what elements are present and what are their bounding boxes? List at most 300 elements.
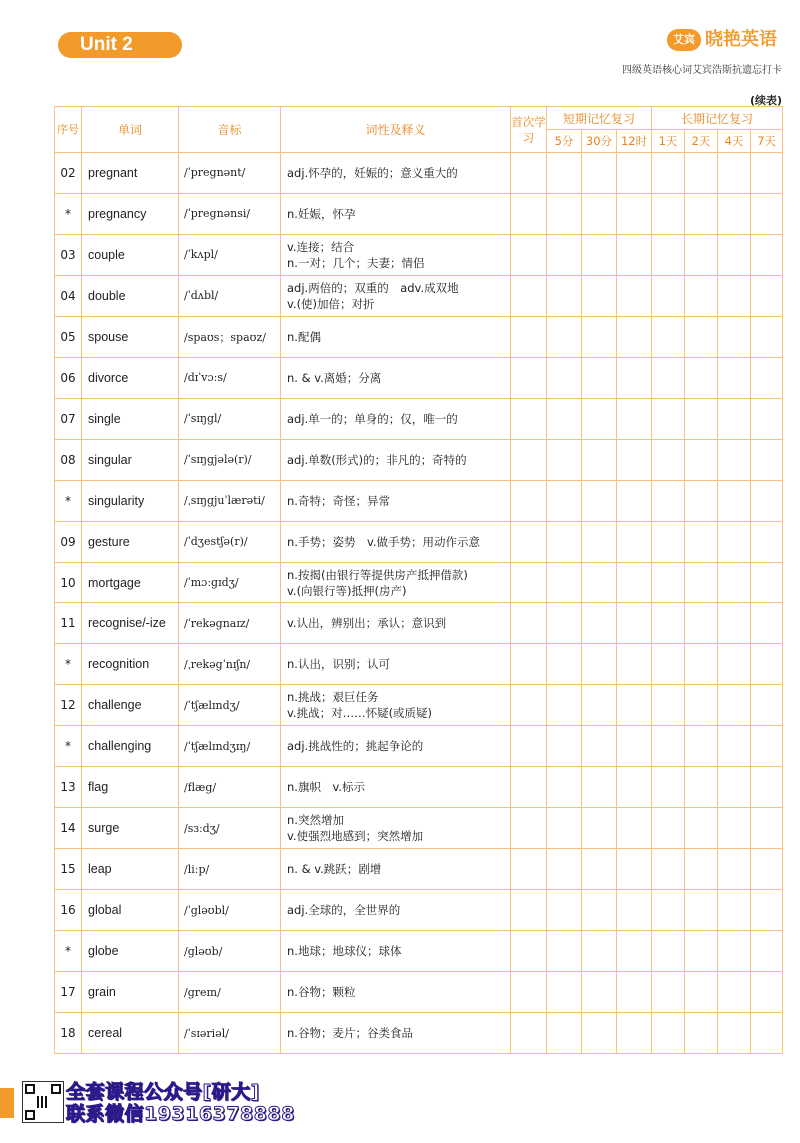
review-checkbox[interactable] — [652, 603, 685, 644]
phonetic-cell: /ˌrekəgˈnɪʃn/ — [179, 644, 281, 685]
definition-cell — [281, 726, 511, 767]
review-checkbox[interactable] — [547, 644, 582, 685]
phonetic-cell: /ˈtʃælɪndʒɪŋ/ — [179, 726, 281, 767]
review-checkbox[interactable] — [511, 767, 547, 808]
definition-cell — [281, 275, 511, 316]
phonetic-cell: /ˈmɔːgɪdʒ/ — [179, 562, 281, 603]
definition-line: v.认出，辨别出；承认；意识到 — [287, 616, 447, 631]
review-checkbox[interactable] — [718, 685, 751, 726]
row-number: 09 — [55, 521, 82, 562]
definition-line: n.手势；姿势 v.做手势；用动作示意 — [287, 534, 481, 549]
definition-line: n.按揭(由银行等提供房产抵押借款) — [287, 567, 468, 582]
phonetic-cell: /gləʊb/ — [179, 931, 281, 972]
word-cell: cereal — [82, 1013, 179, 1054]
review-checkbox[interactable] — [685, 275, 718, 316]
phonetic-cell: /ˈkʌpl/ — [179, 234, 281, 275]
review-checkbox[interactable] — [511, 234, 547, 275]
review-checkbox[interactable] — [652, 562, 685, 603]
review-checkbox[interactable] — [652, 439, 685, 480]
word-cell: flag — [82, 767, 179, 808]
promo-text — [66, 1081, 295, 1125]
review-checkbox[interactable] — [718, 1013, 751, 1054]
review-checkbox[interactable] — [582, 480, 617, 521]
review-checkbox[interactable] — [718, 234, 751, 275]
review-checkbox[interactable] — [547, 767, 582, 808]
review-checkbox[interactable] — [582, 972, 617, 1013]
review-checkbox[interactable] — [652, 890, 685, 931]
review-checkbox[interactable] — [582, 439, 617, 480]
review-checkbox[interactable] — [617, 849, 652, 890]
review-checkbox[interactable] — [617, 439, 652, 480]
review-checkbox[interactable] — [718, 890, 751, 931]
review-checkbox[interactable] — [511, 603, 547, 644]
table-row — [55, 603, 783, 644]
phonetic-cell: /sɜːdʒ/ — [179, 808, 281, 849]
review-checkbox[interactable] — [511, 726, 547, 767]
header-short-2: 12时 — [617, 130, 652, 153]
phonetic-cell: /ˌsɪŋgjuˈlærəti/ — [179, 480, 281, 521]
row-number: 11 — [55, 603, 82, 644]
review-checkbox[interactable] — [511, 357, 547, 398]
review-checkbox[interactable] — [547, 153, 582, 194]
review-checkbox[interactable] — [685, 562, 718, 603]
review-checkbox[interactable] — [547, 316, 582, 357]
definition-cell — [281, 890, 511, 931]
review-checkbox[interactable] — [751, 890, 783, 931]
phonetic-cell: /liːp/ — [179, 849, 281, 890]
word-cell: global — [82, 890, 179, 931]
review-checkbox[interactable] — [718, 767, 751, 808]
table-row — [55, 562, 783, 603]
review-checkbox[interactable] — [751, 972, 783, 1013]
word-cell: couple — [82, 234, 179, 275]
review-checkbox[interactable] — [582, 521, 617, 562]
definition-cell — [281, 234, 511, 275]
review-checkbox[interactable] — [511, 644, 547, 685]
header-phonetic: 音标 — [179, 107, 281, 153]
table-row — [55, 931, 783, 972]
row-number: 10 — [55, 562, 82, 603]
review-checkbox[interactable] — [547, 1013, 582, 1054]
review-checkbox[interactable] — [751, 480, 783, 521]
review-checkbox[interactable] — [617, 521, 652, 562]
row-number: * — [55, 480, 82, 521]
definition-line: n.谷物；麦片；谷类食品 — [287, 1026, 413, 1040]
review-checkbox[interactable] — [582, 275, 617, 316]
review-checkbox[interactable] — [751, 767, 783, 808]
review-checkbox[interactable] — [685, 398, 718, 439]
review-checkbox[interactable] — [751, 193, 783, 234]
review-checkbox[interactable] — [652, 357, 685, 398]
review-checkbox[interactable] — [718, 193, 751, 234]
review-checkbox[interactable] — [617, 644, 652, 685]
review-checkbox[interactable] — [547, 275, 582, 316]
review-checkbox[interactable] — [547, 603, 582, 644]
review-checkbox[interactable] — [751, 398, 783, 439]
table-row — [55, 849, 783, 890]
phonetic-cell: /ˈsɪŋgl/ — [179, 398, 281, 439]
continued-label: (续表) — [749, 94, 782, 107]
review-checkbox[interactable] — [617, 931, 652, 972]
review-checkbox[interactable] — [582, 849, 617, 890]
review-checkbox[interactable] — [685, 726, 718, 767]
table-row — [55, 316, 783, 357]
definition-cell — [281, 316, 511, 357]
definition-cell — [281, 439, 511, 480]
definition-line: n.挑战；艰巨任务 — [287, 690, 379, 705]
table-row — [55, 439, 783, 480]
review-checkbox[interactable] — [751, 234, 783, 275]
review-checkbox[interactable] — [751, 644, 783, 685]
review-checkbox[interactable] — [511, 849, 547, 890]
word-cell: singular — [82, 439, 179, 480]
review-checkbox[interactable] — [547, 562, 582, 603]
review-checkbox[interactable] — [582, 931, 617, 972]
definition-line: n.一对；几个；夫妻；情侣 — [287, 255, 425, 270]
review-checkbox[interactable] — [751, 1013, 783, 1054]
header-long-2: 4天 — [718, 130, 751, 153]
review-checkbox[interactable] — [511, 398, 547, 439]
page-edge-tab — [0, 1088, 14, 1118]
review-checkbox[interactable] — [652, 1013, 685, 1054]
review-checkbox[interactable] — [685, 193, 718, 234]
review-checkbox[interactable] — [511, 193, 547, 234]
review-checkbox[interactable] — [582, 890, 617, 931]
table-row — [55, 480, 783, 521]
review-checkbox[interactable] — [685, 521, 718, 562]
review-checkbox[interactable] — [751, 685, 783, 726]
review-checkbox[interactable] — [718, 153, 751, 194]
review-checkbox[interactable] — [617, 398, 652, 439]
review-checkbox[interactable] — [511, 562, 547, 603]
table-row — [55, 1013, 783, 1054]
review-checkbox[interactable] — [511, 480, 547, 521]
definition-line: v.使强烈地感到；突然增加 — [287, 829, 424, 844]
word-cell: recognise/-ize — [82, 603, 179, 644]
word-cell: gesture — [82, 521, 179, 562]
definition-line: adj.单一的；单身的；仅，唯一的 — [287, 411, 458, 426]
phonetic-cell: /ˈdʌbl/ — [179, 275, 281, 316]
review-checkbox[interactable] — [685, 644, 718, 685]
review-checkbox[interactable] — [582, 357, 617, 398]
row-number: 02 — [55, 153, 82, 194]
review-checkbox[interactable] — [582, 193, 617, 234]
review-checkbox[interactable] — [751, 603, 783, 644]
review-checkbox[interactable] — [547, 808, 582, 849]
review-checkbox[interactable] — [547, 439, 582, 480]
phonetic-cell: /flæg/ — [179, 767, 281, 808]
review-checkbox[interactable] — [751, 316, 783, 357]
review-checkbox[interactable] — [617, 603, 652, 644]
review-checkbox[interactable] — [617, 767, 652, 808]
definition-line: adj.全球的，全世界的 — [287, 903, 401, 918]
review-checkbox[interactable] — [582, 685, 617, 726]
review-checkbox[interactable] — [547, 193, 582, 234]
word-cell: challenging — [82, 726, 179, 767]
review-checkbox[interactable] — [685, 685, 718, 726]
review-checkbox[interactable] — [751, 521, 783, 562]
review-checkbox[interactable] — [511, 275, 547, 316]
row-number: * — [55, 726, 82, 767]
table-row — [55, 153, 783, 194]
review-checkbox[interactable] — [547, 521, 582, 562]
review-checkbox[interactable] — [652, 726, 685, 767]
review-checkbox[interactable] — [751, 849, 783, 890]
word-cell: mortgage — [82, 562, 179, 603]
book-subtitle: 四级英语核心词艾宾浩斯抗遗忘打卡 — [622, 65, 782, 76]
review-checkbox[interactable] — [685, 357, 718, 398]
row-number: 05 — [55, 316, 82, 357]
review-checkbox[interactable] — [652, 849, 685, 890]
review-checkbox[interactable] — [617, 193, 652, 234]
table-row — [55, 193, 783, 234]
phonetic-cell: /ˈgləʊbl/ — [179, 890, 281, 931]
review-checkbox[interactable] — [582, 316, 617, 357]
definition-cell — [281, 931, 511, 972]
review-checkbox[interactable] — [718, 931, 751, 972]
review-checkbox[interactable] — [582, 767, 617, 808]
review-checkbox[interactable] — [511, 931, 547, 972]
row-number: * — [55, 193, 82, 234]
review-checkbox[interactable] — [617, 357, 652, 398]
definition-line: v.连接；结合 — [287, 239, 355, 254]
definition-line: n.旗帜 v.标示 — [287, 780, 366, 795]
logo-text: 晓艳英语 — [705, 29, 777, 50]
header-long-1: 2天 — [685, 130, 718, 153]
phonetic-cell: /ˈpregnənsi/ — [179, 193, 281, 234]
review-checkbox[interactable] — [718, 521, 751, 562]
header-word: 单词 — [82, 107, 179, 153]
definition-line: n.妊娠，怀孕 — [287, 206, 356, 221]
review-checkbox[interactable] — [718, 357, 751, 398]
review-checkbox[interactable] — [652, 521, 685, 562]
review-checkbox[interactable] — [751, 726, 783, 767]
promo-line-2: 联系微信19316378888 — [66, 1103, 295, 1125]
review-checkbox[interactable] — [582, 808, 617, 849]
review-checkbox[interactable] — [617, 972, 652, 1013]
review-checkbox[interactable] — [652, 767, 685, 808]
promo-line-1: 全套课程公众号[研大] — [66, 1081, 260, 1103]
review-checkbox[interactable] — [547, 849, 582, 890]
review-checkbox[interactable] — [617, 275, 652, 316]
review-checkbox[interactable] — [751, 357, 783, 398]
review-checkbox[interactable] — [751, 153, 783, 194]
definition-cell — [281, 644, 511, 685]
review-checkbox[interactable] — [617, 726, 652, 767]
review-checkbox[interactable] — [685, 439, 718, 480]
review-checkbox[interactable] — [685, 603, 718, 644]
review-checkbox[interactable] — [511, 685, 547, 726]
definition-line: n.认出，识别；认可 — [287, 657, 390, 672]
review-checkbox[interactable] — [685, 480, 718, 521]
review-checkbox[interactable] — [751, 931, 783, 972]
review-checkbox[interactable] — [547, 685, 582, 726]
review-checkbox[interactable] — [511, 972, 547, 1013]
review-checkbox[interactable] — [718, 972, 751, 1013]
word-cell: spouse — [82, 316, 179, 357]
review-checkbox[interactable] — [718, 562, 751, 603]
table-row — [55, 808, 783, 849]
review-checkbox[interactable] — [547, 726, 582, 767]
review-checkbox[interactable] — [685, 767, 718, 808]
phonetic-cell: /ˈpregnənt/ — [179, 153, 281, 194]
review-checkbox[interactable] — [617, 890, 652, 931]
review-checkbox[interactable] — [511, 808, 547, 849]
table-row — [55, 890, 783, 931]
definition-line: adj.两倍的；双重的 adv.成双地 — [287, 280, 459, 295]
review-checkbox[interactable] — [547, 357, 582, 398]
review-checkbox[interactable] — [652, 808, 685, 849]
table-row — [55, 357, 783, 398]
review-checkbox[interactable] — [511, 1013, 547, 1054]
definition-cell — [281, 808, 511, 849]
review-checkbox[interactable] — [547, 480, 582, 521]
review-checkbox[interactable] — [547, 890, 582, 931]
row-number: 03 — [55, 234, 82, 275]
review-checkbox[interactable] — [511, 439, 547, 480]
review-checkbox[interactable] — [582, 726, 617, 767]
row-number: 15 — [55, 849, 82, 890]
review-checkbox[interactable] — [751, 275, 783, 316]
review-checkbox[interactable] — [617, 685, 652, 726]
phonetic-cell: /greɪn/ — [179, 972, 281, 1013]
definition-line: v.(向银行等)抵押(房产) — [287, 583, 407, 598]
table-row — [55, 685, 783, 726]
row-number: 17 — [55, 972, 82, 1013]
review-checkbox[interactable] — [718, 275, 751, 316]
review-checkbox[interactable] — [718, 849, 751, 890]
review-checkbox[interactable] — [718, 480, 751, 521]
review-checkbox[interactable] — [582, 234, 617, 275]
definition-line: n.配偶 — [287, 329, 321, 344]
review-checkbox[interactable] — [751, 439, 783, 480]
table-row — [55, 644, 783, 685]
review-checkbox[interactable] — [652, 685, 685, 726]
row-number: 13 — [55, 767, 82, 808]
review-checkbox[interactable] — [718, 644, 751, 685]
review-checkbox[interactable] — [685, 931, 718, 972]
review-checkbox[interactable] — [652, 275, 685, 316]
review-checkbox[interactable] — [685, 890, 718, 931]
definition-cell — [281, 398, 511, 439]
row-number: 07 — [55, 398, 82, 439]
word-cell: double — [82, 275, 179, 316]
review-checkbox[interactable] — [511, 153, 547, 194]
word-cell: singularity — [82, 480, 179, 521]
review-checkbox[interactable] — [685, 234, 718, 275]
definition-line: adj.挑战性的；挑起争论的 — [287, 739, 424, 754]
review-checkbox[interactable] — [547, 398, 582, 439]
word-cell: divorce — [82, 357, 179, 398]
review-checkbox[interactable] — [652, 398, 685, 439]
definition-cell — [281, 767, 511, 808]
definition-cell — [281, 193, 511, 234]
review-checkbox[interactable] — [718, 808, 751, 849]
review-checkbox[interactable] — [617, 808, 652, 849]
review-checkbox[interactable] — [511, 316, 547, 357]
review-checkbox[interactable] — [582, 644, 617, 685]
review-checkbox[interactable] — [718, 726, 751, 767]
definition-cell — [281, 972, 511, 1013]
definition-cell — [281, 357, 511, 398]
word-cell: grain — [82, 972, 179, 1013]
review-checkbox[interactable] — [582, 603, 617, 644]
word-cell: globe — [82, 931, 179, 972]
review-checkbox[interactable] — [685, 1013, 718, 1054]
review-checkbox[interactable] — [511, 890, 547, 931]
table-row — [55, 972, 783, 1013]
review-checkbox[interactable] — [617, 562, 652, 603]
review-checkbox[interactable] — [582, 153, 617, 194]
review-checkbox[interactable] — [547, 972, 582, 1013]
review-checkbox[interactable] — [547, 931, 582, 972]
review-checkbox[interactable] — [617, 480, 652, 521]
phonetic-cell: /spaʊs；spaʊz/ — [179, 316, 281, 357]
review-checkbox[interactable] — [582, 1013, 617, 1054]
table-row — [55, 398, 783, 439]
review-checkbox[interactable] — [617, 234, 652, 275]
review-checkbox[interactable] — [718, 316, 751, 357]
review-checkbox[interactable] — [652, 644, 685, 685]
definition-line: adj.怀孕的，妊娠的；意义重大的 — [287, 165, 458, 180]
row-number: 12 — [55, 685, 82, 726]
review-checkbox[interactable] — [582, 398, 617, 439]
review-checkbox[interactable] — [751, 808, 783, 849]
definition-cell — [281, 480, 511, 521]
definition-cell — [281, 849, 511, 890]
table-row — [55, 726, 783, 767]
row-number: 16 — [55, 890, 82, 931]
word-cell: pregnant — [82, 153, 179, 194]
definition-cell — [281, 1013, 511, 1054]
review-checkbox[interactable] — [652, 480, 685, 521]
word-cell: pregnancy — [82, 193, 179, 234]
review-checkbox[interactable] — [685, 153, 718, 194]
review-checkbox[interactable] — [685, 849, 718, 890]
review-checkbox[interactable] — [617, 1013, 652, 1054]
review-checkbox[interactable] — [751, 562, 783, 603]
review-checkbox[interactable] — [547, 234, 582, 275]
review-checkbox[interactable] — [652, 316, 685, 357]
review-checkbox[interactable] — [511, 521, 547, 562]
review-checkbox[interactable] — [718, 603, 751, 644]
header-short-term: 短期记忆复习 — [547, 107, 652, 130]
review-checkbox[interactable] — [718, 398, 751, 439]
review-checkbox[interactable] — [652, 972, 685, 1013]
unit-badge: Unit 2 — [58, 32, 182, 58]
review-checkbox[interactable] — [652, 234, 685, 275]
definition-cell — [281, 562, 511, 603]
review-checkbox[interactable] — [685, 316, 718, 357]
row-number: 14 — [55, 808, 82, 849]
review-checkbox[interactable] — [652, 153, 685, 194]
phonetic-cell: /ˈsɪəriəl/ — [179, 1013, 281, 1054]
review-checkbox[interactable] — [718, 439, 751, 480]
vocab-table — [54, 106, 783, 1054]
review-checkbox[interactable] — [617, 153, 652, 194]
review-checkbox[interactable] — [617, 316, 652, 357]
review-checkbox[interactable] — [685, 808, 718, 849]
definition-line: n. & v.离婚；分离 — [287, 370, 382, 385]
review-checkbox[interactable] — [582, 562, 617, 603]
logo-mark-icon: 艾宾 — [667, 29, 701, 51]
header-short-0: 5分 — [547, 130, 582, 153]
phonetic-cell: /ˈtʃælɪndʒ/ — [179, 685, 281, 726]
review-checkbox[interactable] — [652, 193, 685, 234]
definition-line: v.(使)加倍；对折 — [287, 296, 375, 311]
review-checkbox[interactable] — [652, 931, 685, 972]
review-checkbox[interactable] — [685, 972, 718, 1013]
